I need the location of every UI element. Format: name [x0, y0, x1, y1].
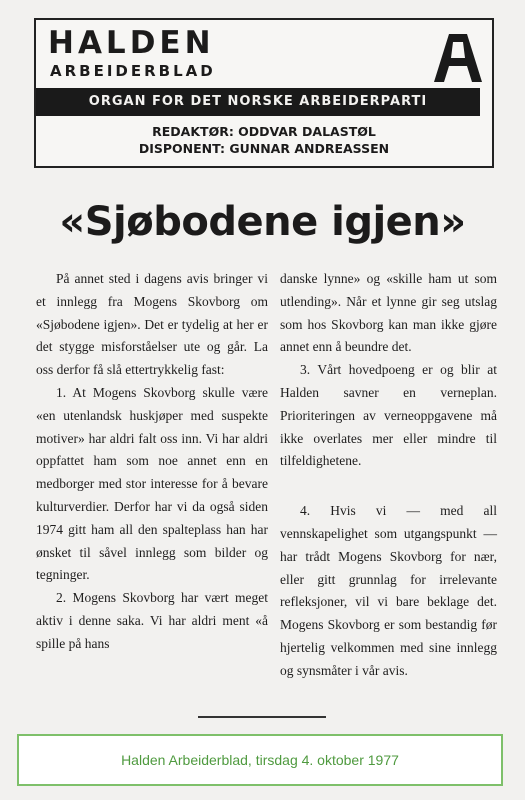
paragraph: På annet sted i dagens avis bringer vi et innlegg fra Mogens Skovborg om «Sjøbodene igjen». Det er tydelig at her er det stygge misforståelser ute og går. La oss derfor få slå ettertrykkelig fast: [36, 271, 268, 378]
editor-line: REDAKTØR: ODDVAR DALASTØL [152, 124, 376, 139]
paragraph: danske lynne» og «skille ham ut som utlending». Når et lynne gir seg utslag som hos Skovborg kan man ikke gjøre annet enn å beundre det. [280, 271, 497, 355]
masthead-subtitle: ARBEIDERBLAD [50, 62, 216, 80]
article-headline: «Sjøbodene igjen» [59, 199, 466, 245]
article-column-right [280, 268, 497, 683]
article-column-left [36, 268, 268, 656]
party-banner: ORGAN FOR DET NORSKE ARBEIDERPARTI [36, 88, 480, 116]
source-caption: Halden Arbeiderblad, tirsdag 4. oktober 1977 [121, 752, 399, 768]
disponent-line: DISPONENT: GUNNAR ANDREASSEN [138, 141, 390, 156]
paragraph: 4. Hvis vi — med all vennskapelighet som utgangspunkt — har trådt Mogens Skovborg for nær, eller gitt grunnlag for irrelevante refleksjoner, vil vi bare beklage det. Mogens Skovborg er som bestandig før hjertelig velkommen med sine innlegg og synsmåter i vår avis. [280, 503, 497, 678]
end-rule [198, 716, 326, 718]
paragraph-gap [280, 473, 497, 500]
masthead-title: HALDEN [48, 25, 215, 61]
a-logo-icon [434, 34, 482, 82]
caption-box [17, 734, 503, 786]
paragraph: 3. Vårt hovedpoeng er og blir at Halden savner en verneplan. Prioriteringen av verneoppgavene må ikke overlates mer eller mindre til tilfeldighetene. [280, 362, 497, 469]
masthead [34, 18, 494, 168]
paragraph: 2. Mogens Skovborg har vært meget aktiv i denne saka. Vi har aldri ment «å spille på hans [36, 590, 268, 651]
paragraph: 1. At Mogens Skovborg skulle være «en utenlandsk huskjøper med suspekte motiver» har aldri falt oss inn. Vi har aldri oppfattet ham som noe annet enn en medborger med stor interesse for å bevare kulturverdier. Derfor har vi da også siden 1974 gitt ham all den spalteplass han har ønsket til såvel innlegg som bilder og tegninger. [36, 384, 268, 583]
